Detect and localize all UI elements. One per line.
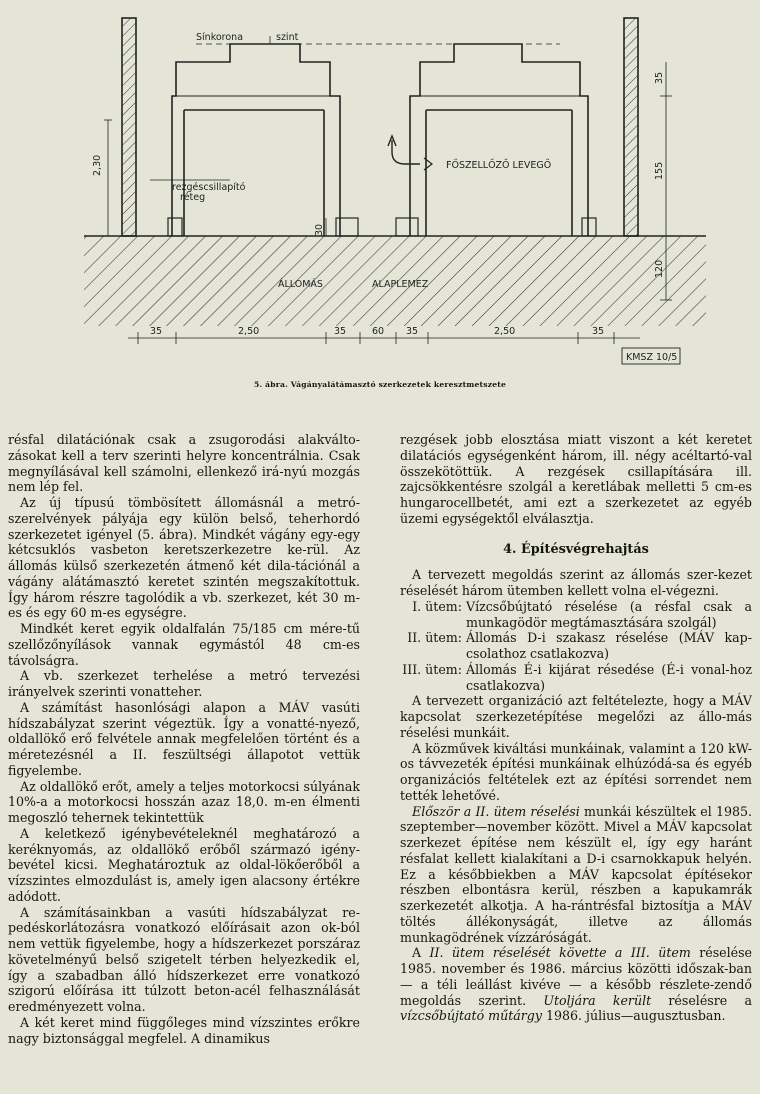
paragraph: A két keret mind függőleges mind vízszintes erőkre nagy biztonsággal megfelel. A dinamikus <box>8 1014 360 1046</box>
stage-item <box>400 599 752 631</box>
italic-run: Utoljára került <box>543 992 652 1008</box>
right-wall <box>624 18 638 236</box>
label-slab: ALAPLEMEZ <box>372 279 429 290</box>
paragraph <box>400 945 752 1024</box>
text-run: réselése 1985. november és 1986. március közötti időszak-ban — a téli leállást kivéve — a később részlete-zendő megoldás szerint. <box>400 945 753 1008</box>
cross-section-figure <box>0 0 760 380</box>
paragraph: A számításainkban a vasúti hídszabályzat re-pedéskorlátozásra vonatkozó előírásait azon ok-ból nem vettük figyelembe, hogy a hídszerkezet porszáraz követelményű belső szigetelt térben helyezkedik el, így a szabadban álló hídszerkezet erre vonatkozó szigorú előírása itt túlzott beton-acél felhasználását eredményezett volna. <box>8 904 360 1014</box>
stage-text: Állomás É-i kijárat résedése (É-i vonal-hoz csatlakozva) <box>466 661 752 693</box>
air-arrow <box>392 140 420 164</box>
stage-label: I. ütem: <box>412 598 462 614</box>
dim-footing: 30 <box>314 223 325 236</box>
dim-bottom-1: 35 <box>150 326 163 337</box>
dim-bottom-5: 35 <box>406 326 419 337</box>
left-frame <box>172 44 340 236</box>
figure-caption: 5. ábra. Vágányalátámasztó szerkezetek keresztmetszete <box>253 380 507 389</box>
paragraph: A tervezett megoldás szerint az állomás szer-kezet réselését három ütemben kellett volna el-végezni. <box>400 567 752 598</box>
italic-run: II. ütem réselését követte a III. ütem <box>429 945 691 961</box>
paragraph: Mindkét keret egyik oldalfalán 75/185 cm mére-tű szellőzőnyílások vannak egymástól 48 cm-es távolságra. <box>8 621 360 668</box>
italic-run: vízcsőbújtató műtárgy <box>400 1008 542 1024</box>
label-level: szint <box>276 32 299 43</box>
paragraph: A közművek kiváltási munkáinak, valamint a 120 kW-os távvezeték építési munkáinak elhúzódá-sa és egyéb organizációs feltételek ezt az építési sorrendet nem tették lehetővé. <box>400 740 752 803</box>
stage-text: Állomás D-i szakasz réselése (MÁV kap-csolathoz csatlakozva) <box>466 630 752 661</box>
section-heading: 4. Építésvégrehajtás <box>503 541 649 557</box>
right-column <box>400 432 752 1024</box>
paragraph: Az új típusú tömbösített állomásnál a metró-szerelvények pályája egy külön belső, teherhordó szerkezetet igényel (5. ábra). Mindkét vágány egy-egy kétcsuklós vasbeton keretszerkezetre ke-rül. Az állomás külső szerkezetén átmenő két dila-tációnál a vágány alátámasztó keretet szintén megszakítottuk. Így három részre tagolódik a vb. szerkezet, két 30 m-es és egy 60 m-es egységre. <box>8 495 360 621</box>
paragraph: résfal dilatációnak csak a zsugorodási alakválto-zásokat kell a terv szerinti helyre koncentrálnia. Csak megnyílásával kell számolni, ellenkező irá-nyú mozgás nem lép fel. <box>8 432 360 495</box>
stage-item <box>400 630 752 662</box>
dim-bottom-6: 2,50 <box>494 326 516 337</box>
paragraph: Az oldallökő erőt, amely a teljes motorkocsi súlyának 10%-a a motorkocsi hosszán azaz 18,0. m-en élmenti megoszló tehernek tekintettük <box>8 778 360 825</box>
paragraph: A számítást hasonlósági alapon a MÁV vasúti hídszabályzat szerint végeztük. Így a vonatté-nyező, oldallökő erő felvétele annak megfelelően történt és a méretezésnél a II. feszültségi állapotot vettük figyelembe. <box>8 699 360 778</box>
left-column <box>8 432 360 1046</box>
dim-bottom-3: 35 <box>334 326 347 337</box>
paragraph: rezgések jobb elosztása miatt viszont a két keretet dilatációs egységenként három, ill. négy acéltartó-val összekötöttük. A rezgések csillapítására ill. zajcsökkentésre szolgál a keretlábak melletti 5 cm-es hungarocellbetét, ami ezt a szerkezetet az egyéb üzemi egységektől elválasztja. <box>400 432 752 526</box>
stage-item <box>400 662 752 694</box>
label-vibration-2: réteg <box>180 192 206 203</box>
text-run: réselésre a <box>651 992 752 1008</box>
stage-text: Vízcsőbújtató réselése (a résfal csak a munkagödör megtámasztására szolgál) <box>466 598 752 630</box>
stage-label: II. ütem: <box>407 630 462 646</box>
paragraph: A vb. szerkezet terhelése a metró tervezési irányelvek szerinti vonatteher. <box>8 668 360 699</box>
dim-bottom-4: 60 <box>372 326 385 337</box>
paragraph: A keletkező igénybevételeknél meghatározó a keréknyomás, az oldallökő erőből származó igény-bevétel kicsi. Meghatároztuk az oldal-lökőerőből a vízszintes elmozdulást is, amely igen alacsony értékre adódott. <box>8 825 360 904</box>
text-run: munkái készültek el 1985. szeptember—november között. Mivel a MÁV kapcsolat szerkezet építése nem készült el, így egy haránt résfalat kellett kialakítani a D-i csarnokkapuk helyén. Ez a későbbiekben a MÁV kapcsolat építésekor részben elbontásra kerül, részben a kapukamrák szerkezetét alkotja. A ha-rántrésfal biztosítja a MÁV töltés állékonyságát, illetve az állomás munkagödrének vízzáróságát. <box>400 803 752 945</box>
left-wall <box>122 18 136 236</box>
label-main-air: FŐSZELLŐZŐ LEVEGŐ <box>446 160 552 171</box>
label-vibration-1: rezgéscsillapító <box>172 182 246 193</box>
label-code: KMSZ 10/5 <box>626 352 678 363</box>
right-frame <box>410 44 588 236</box>
paragraph: A tervezett organizáció azt feltételezte, hogy a MÁV kapcsolat szerkezetépítése megelőzi az állo-más réselési munkáit. <box>400 693 752 740</box>
text-run: A <box>412 945 430 961</box>
dim-right-top: 35 <box>654 71 665 84</box>
dim-left-height: 2,30 <box>92 154 103 176</box>
dim-right-mid: 155 <box>654 161 665 180</box>
dim-bottom-2: 2,50 <box>238 326 260 337</box>
label-station: ÁLLOMÁS <box>278 279 323 290</box>
stage-label: III. ütem: <box>402 661 462 677</box>
italic-run: Először a II. ütem réselési <box>412 803 580 819</box>
dim-bottom-7: 35 <box>592 326 605 337</box>
label-rail-top: Sínkorona <box>196 32 244 43</box>
dim-right-bottom: 120 <box>654 259 665 278</box>
text-run: 1986. július—augusztusban. <box>542 1008 726 1024</box>
paragraph <box>400 804 752 946</box>
